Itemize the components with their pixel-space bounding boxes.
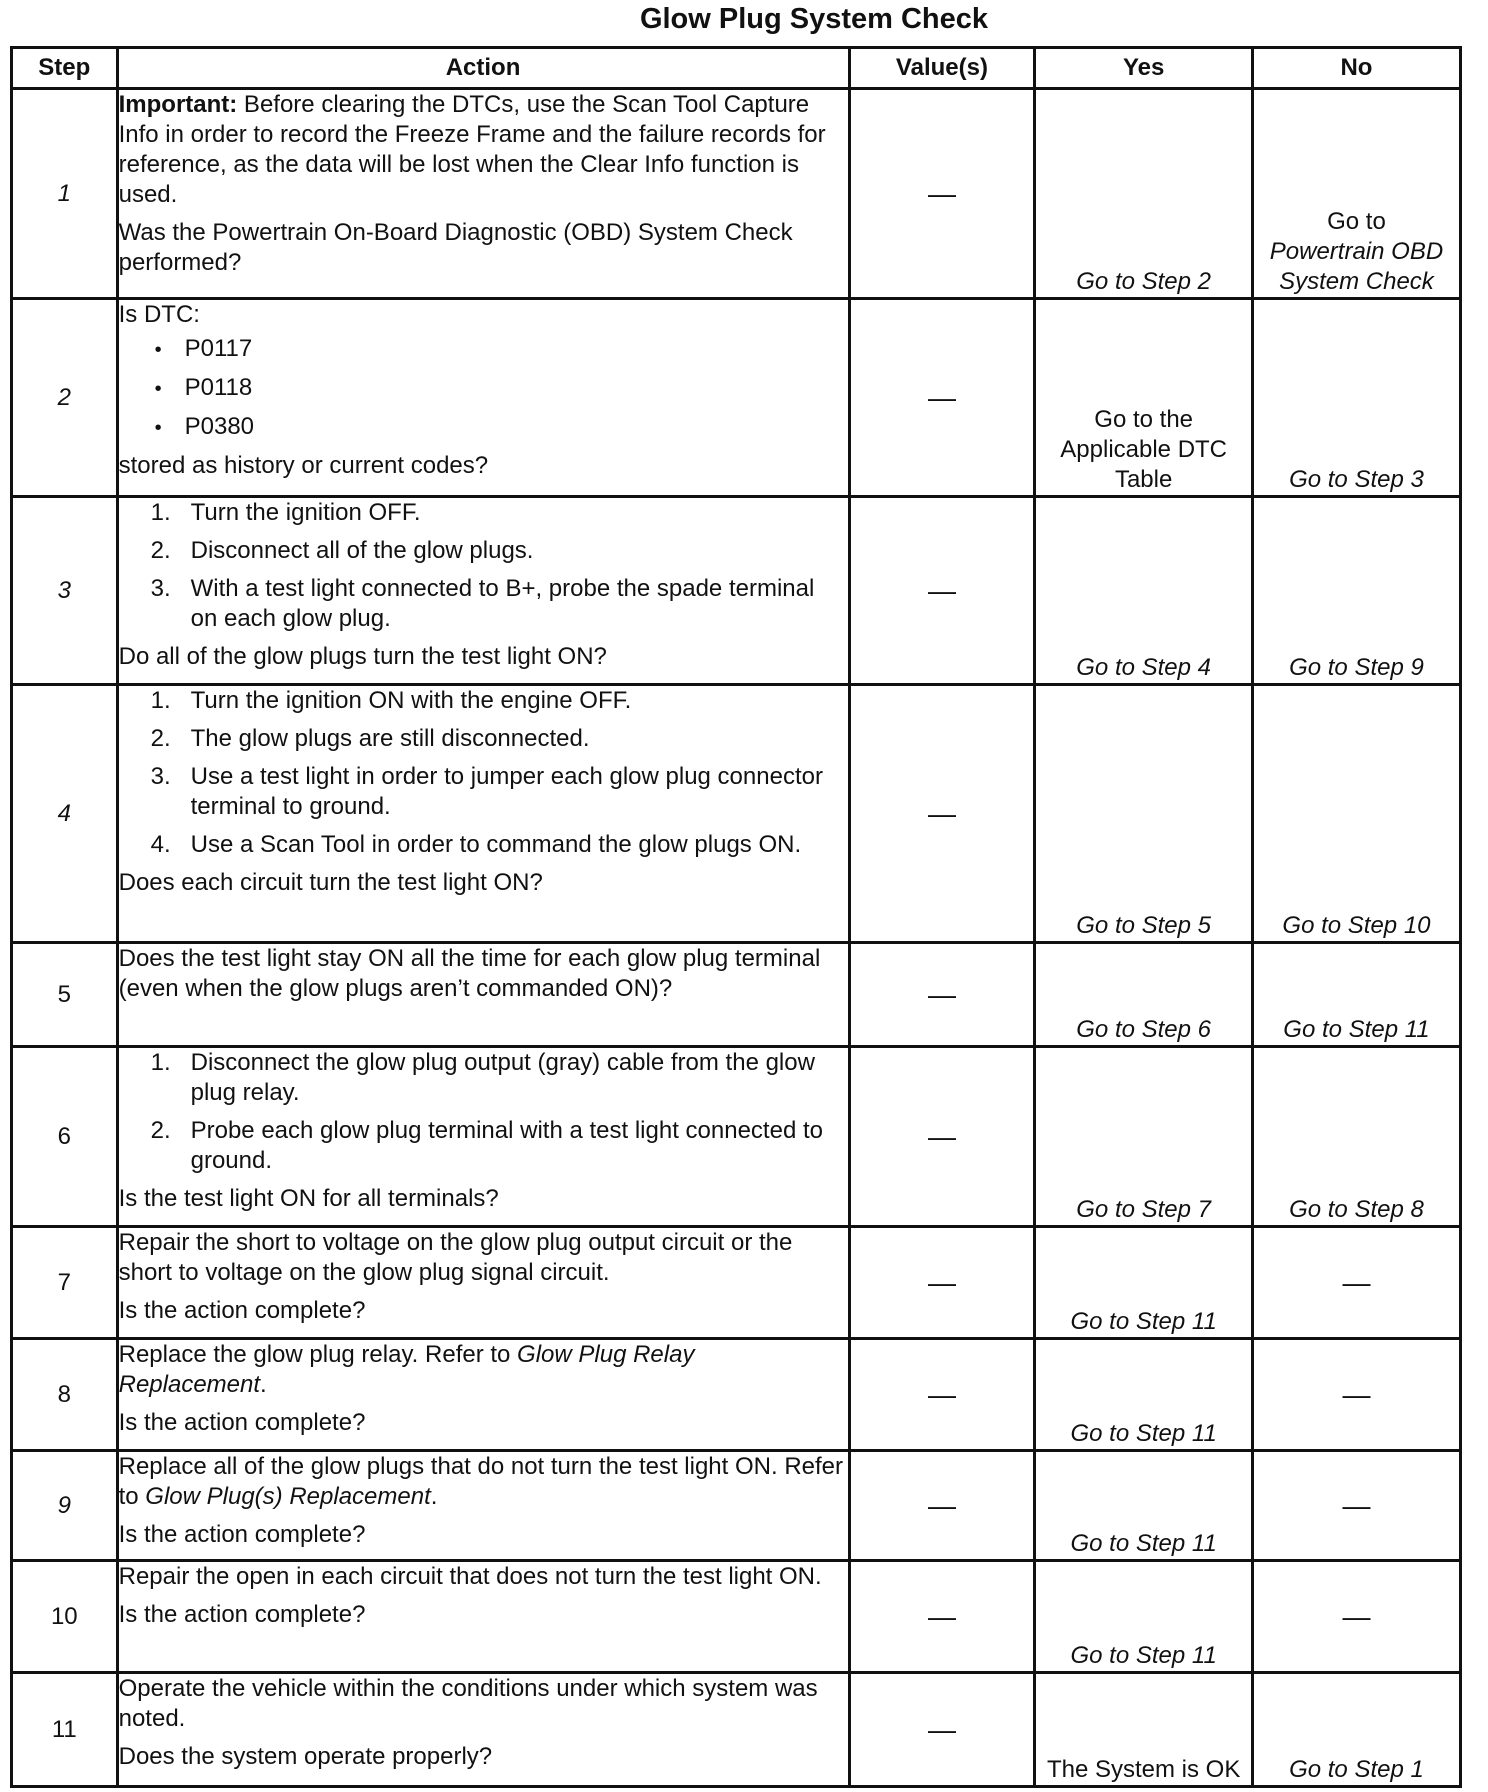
yes-result: Go to Step 11 [1035, 1451, 1253, 1561]
no-result: Go to Step 8 [1252, 1047, 1460, 1227]
list-item: 4. Use a Scan Tool in order to command the glow plugs ON. [150, 831, 802, 858]
step-number: 9 [12, 1451, 118, 1561]
value-dash: — [849, 1047, 1035, 1227]
step-question: Is the action complete? [118, 1409, 366, 1436]
step-question: Is the action complete? [118, 1297, 366, 1324]
step-question: Is the test light ON for all terminals? [118, 1185, 499, 1212]
yes-result: Go to Step 4 [1035, 497, 1253, 685]
action-cell [117, 497, 849, 685]
document-title: Glow Plug System Check [639, 3, 989, 35]
procedure-list [119, 686, 848, 860]
yes-result: Go to Step 2 [1035, 89, 1253, 299]
action-cell [117, 1047, 849, 1227]
step-number: 7 [12, 1227, 118, 1339]
no-result: Go to Step 11 [1252, 943, 1460, 1047]
step-instruction: Repair the short to voltage on the glow plug output circuit or the short to voltage on the glow plug signal circuit. [118, 1229, 793, 1286]
value-dash: — [849, 1227, 1035, 1339]
step-number: 3 [12, 497, 118, 685]
table-row-step-6 [12, 1047, 1461, 1227]
table-row-step-3 [12, 497, 1461, 685]
yes-result: Go to Step 6 [1035, 943, 1253, 1047]
step-instruction: Operate the vehicle within the conditions under which system was noted. [118, 1675, 818, 1732]
header-action: Action [117, 48, 849, 89]
step-number: 1 [12, 89, 118, 299]
no-result [1252, 89, 1460, 299]
procedure-list [119, 1048, 848, 1176]
step-instruction: Repair the open in each circuit that does not turn the test light ON. [118, 1563, 822, 1590]
no-result-line2: Powertrain OBD System Check [1269, 238, 1444, 295]
yes-result: Go to the Applicable DTC Table [1035, 299, 1253, 497]
step-question: stored as history or current codes? [118, 452, 489, 479]
no-result-line1: Go to [1327, 208, 1386, 235]
no-result: Go to Step 3 [1252, 299, 1460, 497]
table-row-step-11 [12, 1673, 1461, 1787]
step-question: Is the action complete? [118, 1521, 366, 1548]
header-step: Step [12, 48, 118, 89]
important-note [119, 90, 848, 210]
list-item: 1. Disconnect the glow plug output (gray) cable from the glow plug relay. [150, 1049, 815, 1106]
table-row-step-8 [12, 1339, 1461, 1451]
step-instruction: Replace the glow plug relay. Refer to Glow Plug Relay Replacement. [118, 1341, 695, 1398]
yes-result: Go to Step 5 [1035, 685, 1253, 943]
step-question: Does the system operate properly? [118, 1743, 493, 1770]
glow-plug-check-table [10, 46, 1462, 1788]
step-number: 10 [12, 1561, 118, 1673]
no-result: — [1252, 1339, 1460, 1451]
list-item: • P0117 [155, 334, 848, 365]
value-dash: — [849, 299, 1035, 497]
yes-result: Go to Step 7 [1035, 1047, 1253, 1227]
yes-result: Go to Step 11 [1035, 1561, 1253, 1673]
no-result: Go to Step 10 [1252, 685, 1460, 943]
yes-result: Go to Step 11 [1035, 1227, 1253, 1339]
list-item: 3. Use a test light in order to jumper each glow plug connector terminal to ground. [150, 763, 823, 820]
list-item: 2. The glow plugs are still disconnected. [150, 725, 590, 752]
no-result: Go to Step 1 [1252, 1673, 1460, 1787]
value-dash: — [849, 1451, 1035, 1561]
step-instruction: Replace all of the glow plugs that do not turn the test light ON. Refer to Glow Plug(s) Replacement. [118, 1453, 844, 1510]
action-cell [117, 685, 849, 943]
list-item: • P0118 [155, 373, 848, 404]
action-cell [117, 299, 849, 497]
reference-link-text: Glow Plug(s) Replacement [145, 1483, 431, 1510]
action-cell [117, 1673, 849, 1787]
step-number: 5 [12, 943, 118, 1047]
step-question: Does each circuit turn the test light ON? [118, 869, 543, 896]
no-result: — [1252, 1451, 1460, 1561]
table-row-step-10 [12, 1561, 1461, 1673]
no-result: — [1252, 1561, 1460, 1673]
action-cell [117, 943, 849, 1047]
dtc-intro: Is DTC: [118, 301, 200, 328]
value-dash: — [849, 89, 1035, 299]
list-item: 1. Turn the ignition ON with the engine OFF. [150, 687, 632, 714]
step-question: Do all of the glow plugs turn the test light ON? [118, 643, 607, 670]
list-item: • P0380 [155, 412, 848, 443]
no-result: — [1252, 1227, 1460, 1339]
value-dash: — [849, 1339, 1035, 1451]
no-result: Go to Step 9 [1252, 497, 1460, 685]
table-header-row [12, 48, 1461, 89]
step-question: Is the action complete? [118, 1601, 366, 1628]
yes-result: Go to Step 11 [1035, 1339, 1253, 1451]
step-number: 11 [12, 1673, 118, 1787]
list-item: 2. Probe each glow plug terminal with a test light connected to ground. [150, 1117, 823, 1174]
value-dash: — [849, 943, 1035, 1047]
table-row-step-5 [12, 943, 1461, 1047]
value-dash: — [849, 685, 1035, 943]
table-row-step-7 [12, 1227, 1461, 1339]
reference-link-text: Glow Plug Relay Replacement [118, 1341, 695, 1398]
list-item: 1. Turn the ignition OFF. [150, 499, 421, 526]
important-text: Before clearing the DTCs, use the Scan Tool Capture Info in order to record the Freeze Frame and the failure records for reference, as the data will be lost when the Clear Info function is used. [118, 91, 826, 208]
step-number: 2 [12, 299, 118, 497]
list-item: 2. Disconnect all of the glow plugs. [150, 537, 534, 564]
action-cell [117, 1451, 849, 1561]
table-row-step-1 [12, 89, 1461, 299]
header-no: No [1252, 48, 1460, 89]
table-row-step-9 [12, 1451, 1461, 1561]
value-dash: — [849, 1673, 1035, 1787]
action-cell [117, 1561, 849, 1673]
value-dash: — [849, 1561, 1035, 1673]
step-number: 4 [12, 685, 118, 943]
header-yes: Yes [1035, 48, 1253, 89]
yes-result: The System is OK [1035, 1673, 1253, 1787]
value-dash: — [849, 497, 1035, 685]
action-cell [117, 1339, 849, 1451]
important-label: Important: [118, 91, 238, 118]
procedure-list [119, 498, 848, 634]
step-number: 6 [12, 1047, 118, 1227]
step-question: Does the test light stay ON all the time for each glow plug terminal (even when the glow plugs aren’t commanded ON)? [118, 945, 821, 1002]
action-cell [117, 89, 849, 299]
action-cell [117, 1227, 849, 1339]
dtc-list [119, 334, 848, 443]
list-item: 3. With a test light connected to B+, probe the spade terminal on each glow plug. [150, 575, 815, 632]
table-row-step-2 [12, 299, 1461, 497]
table-row-step-4 [12, 685, 1461, 943]
step-question: Was the Powertrain On-Board Diagnostic (OBD) System Check performed? [118, 219, 793, 276]
step-number: 8 [12, 1339, 118, 1451]
header-values: Value(s) [849, 48, 1035, 89]
